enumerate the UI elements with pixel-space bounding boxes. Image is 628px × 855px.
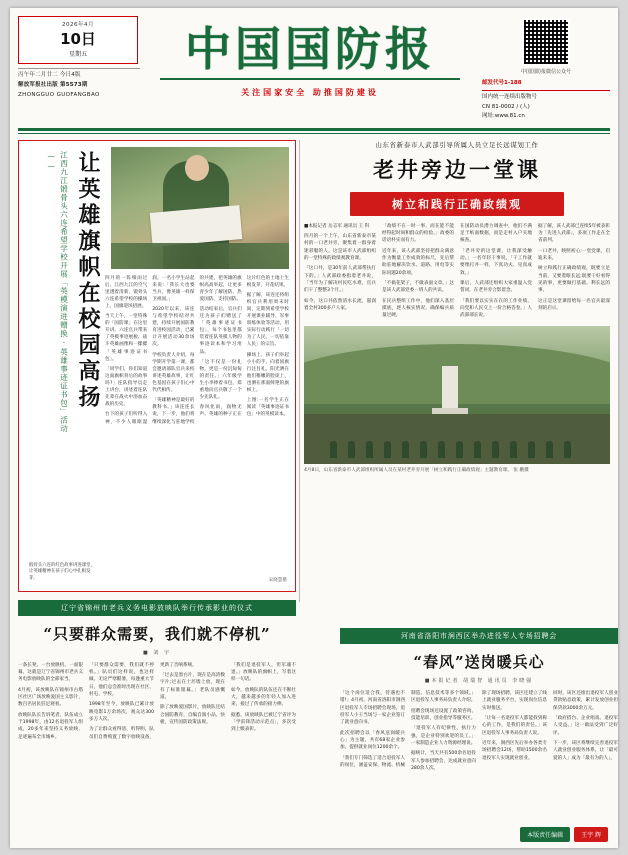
paragraph: 近年来，涧西区先后举办各类专场招聘会12场，帮助1500余名退役军人实现就业创业。 <box>482 741 547 761</box>
paragraph: 树立和践行正确政绩观，既要立足当前，又要着眼长远;既要干好看得见的事，更要做打基础、利长远的事。 <box>538 266 610 294</box>
paragraph: 「老井旁的这堂课，让我深受触动。」一名年轻干事说，「干工作就要像打井一样，下真功夫、见真成效。」 <box>460 248 532 276</box>
cn-serial-number: CN 81-0002 / (人) <box>482 103 530 110</box>
lead-story <box>18 140 296 592</box>
left-column <box>18 140 296 741</box>
paragraph: 在民兵整组工作中，他们深入基层摸底，逐人核实情况，确保编兵质量过硬。 <box>382 298 454 319</box>
lead-paragraph: 「这不仅是一份礼物，更是一份沉甸甸的责任。」六年级学生小李捧着书包，郑重地向官兵敬了一个少先队礼。 <box>199 359 242 401</box>
lead-photo <box>111 147 289 269</box>
paragraph: 「我们要以实实在在的工作业绩，向党和人民交上一份合格答卷。」人武部部长说。 <box>460 298 532 319</box>
paragraph: 四月的一个上午，山东省新泰市某村的一口老井旁，聚集着一群身着迷彩服的人。这是该市人武部组织的一堂特殊的政绩观教育课。 <box>304 233 376 261</box>
left-bottom-body <box>18 662 296 741</box>
bottom-right-title: “春风”送岗暖兵心 <box>413 653 545 671</box>
left-bottom-byline: ■ 刘 宇 <box>143 649 171 656</box>
lead-paragraph: 台下的孩子们听得入神，不少人眼眶湿润。一名小学生站起来说:「我长大也要当兵，像英雄一样保卫祖国。」 <box>105 275 195 425</box>
paragraph: 「政府搭台、企业唱戏、退役军人受益。」这一做法受到广泛好评。 <box>553 716 618 736</box>
paragraph: 放映队队长告诉笔者，队伍成立于1998年，由12名退役军人组成，20多年来坚持义务放映，足迹遍布全市城乡。 <box>18 712 83 740</box>
bottom-right-band: 河南省洛阳市涧西区举办进役军人专场招聘会 <box>340 628 618 644</box>
paragraph: 「过去是黑白片，现在是高清数字片;过去在土坯墙上放，现在有了标准银幕。」老队员感慨道。 <box>160 672 225 700</box>
paragraph: 据了解，该人武部已连续5年被表彰为「先进人武部」，多项工作走在全省前列。 <box>538 223 610 244</box>
masthead-publication-info <box>482 79 610 121</box>
right-top-body <box>304 223 610 320</box>
paragraph: 下一步，该区将继续完善退役军人就业创业服务体系，让「最可爱的人」成为「最有为的人」。 <box>553 741 618 761</box>
lead-photo-credit: 宋晓慧摄 <box>268 577 287 583</box>
title-underline <box>160 78 460 80</box>
cn-serial-label: 国内统一连续出版物号 <box>482 94 538 101</box>
lead-kicker: 江西九江锻骨头六连希望学校开展「英模演进赠换·英雄事迹证书包」活动—— <box>46 150 69 433</box>
paragraph: 如今，这口井依然清水长流，滋润着全村300多户人家。 <box>304 298 376 311</box>
lead-title: 让英雄旗帜在校园高扬 <box>75 150 101 411</box>
lead-paragraph: 操场上，孩子们举起小小的手，向着国旗行注目礼。阳光洒在他们稚嫩的脸庞上，也洒在那面鲜艳的旗帜上。 <box>246 352 289 394</box>
paragraph: 「让每一名退役军人都能找到称心的工作，是我们的责任。」该区退役军人事务局负责人说。 <box>482 716 547 736</box>
paragraph: 课后，人武部还组织大家重温入党誓词，在老井旁合影留念。 <box>460 280 532 294</box>
paragraph: 「我们专门筛选了适合退役军人的岗位，涵盖安保、物流、机械制造、信息技术等多个领域。」区退役军人事务局负责人介绍。 <box>340 691 476 769</box>
qr-caption: 中国国防报微信公众号 <box>520 69 571 75</box>
photo-book <box>150 205 243 247</box>
editor-label-button[interactable]: 本版责任编辑 <box>520 827 570 842</box>
masthead-line1: 丙午年二月廿二 今日4版 <box>18 72 81 78</box>
date-box <box>18 16 138 64</box>
date-top: 2026年4月 <box>62 22 94 29</box>
paragraph: 除了放映爱国影片，放映队还结合国防教育，自编自演小品、快板，宣传国防政策法规。 <box>160 705 225 725</box>
photo-person <box>510 441 517 458</box>
paragraph: 一条长凳、一台放映机、一面银幕，这就是辽宁省锦州市老兵义务电影放映队的全部家当。 <box>18 662 83 683</box>
paragraph: 「不搞花架子，不做表面文章。」这是该人武部党委一班人的共识。 <box>382 280 454 294</box>
left-bottom-title: “只要群众需要，我们就不停机” <box>43 624 271 643</box>
photo-person <box>384 441 391 458</box>
lead-paragraph: 上图:一名学生正在阅读「英雄事迹证书包」中的英模读本。 <box>246 398 289 418</box>
photo-person <box>564 441 571 458</box>
footer-bar <box>520 827 608 842</box>
qr-code-icon[interactable] <box>522 18 570 66</box>
lead-paragraph: 春风化雨，润物无声。英雄的种子正在这片红色的土地上生根发芽，开花结果。 <box>199 275 289 418</box>
right-top-red-band: 树立和践行正确政绩观 <box>350 192 564 216</box>
paragraph: 据统计，当天共有500余名退役军人参加招聘会，达成就业意向280余人次。 <box>411 751 476 772</box>
paragraph: 「我们是退役军人，但军魂不退。」放映队的旗帜上，写着这样一句话。 <box>231 662 296 683</box>
photo-person <box>474 441 481 458</box>
right-top-kicker: 山东省新泰市人武部引导所属人员立足长远谋划工作 <box>375 140 539 149</box>
masthead-line3: ZHONGGUO GUOFANGBAO <box>18 91 100 98</box>
lead-paragraph: 「英雄精神是最好的教科书。」该连连长说，下一步，他们将继续深化与驻地学校的共建，把英雄的旗帜高高举起，让更多青少年了解国防、热爱国防、支持国防。 <box>152 275 242 425</box>
photo-person <box>492 441 499 458</box>
photo-person <box>546 441 553 458</box>
lead-footnote: 锻骨头六连的红色故事讲进课堂，让英雄精神在孩子们心中扎根发芽。 <box>29 562 95 581</box>
right-top-title: 老井旁边一堂课 <box>373 156 541 182</box>
masthead-line2: 解放军报社出版 第5573期 <box>18 81 88 88</box>
date-day: 10日 <box>60 29 96 48</box>
paragraph: 据悉，该放映队已被辽宁省评为「学雷锋活动示范点」，多次受到上级表彰。 <box>231 712 296 733</box>
photo-monument <box>442 366 458 410</box>
masthead-subinfo <box>18 68 140 99</box>
paragraph: 「政绩不在一时一事，而在能不能经得起时间和群众的检验。」政委的话语朴实而有力。 <box>382 223 454 244</box>
lead-paragraph: 2020年以来，该连与希望学校结对共建，持续开展国防教育进校园活动，已累计开展活动30余场次。 <box>152 306 195 348</box>
paragraph: 「只要群众需要，我们就不停机。」队员们这样说，也这样做。无论严寒酷暑，每逢重大节日，他们总会准时出现在社区、村屯、学校。 <box>89 662 154 697</box>
photo-person <box>438 441 445 458</box>
paragraph: 为了让群众看得清、听得明，队员们自费购置了数字放映设备，更新了音响系统。 <box>89 662 197 740</box>
newspaper-title: 中国国防报 <box>185 22 435 76</box>
photo-person <box>348 441 355 458</box>
editor-name-button[interactable]: 王宇 辉 <box>574 827 608 842</box>
masthead-center <box>150 22 470 98</box>
photo-person <box>402 441 409 458</box>
right-top-photo-caption: 4月8日，山东省新泰市人武部组织所属人员在某村老井旁开展「树立和践行正确政绩观」主题教育课。 张 鹏摄 <box>304 467 529 473</box>
lead-paragraph: 活动结束后，官兵们还为孩子们赠送了「英雄事迹证书包」，每个书包里都装着连队英模人物的事迹读本和学习用品。 <box>199 306 242 355</box>
paragraph: 「退役军人有纪律性、执行力强，是企业特别欢迎的员工。」一家制造企业人力资源经理说。 <box>411 726 476 747</box>
newspaper-page <box>10 8 618 848</box>
lead-paragraph: 据了解，该连还将组织官兵利用周末时间，定期到希望学校开展课业辅导、军事训练体验等活动，用实际行动践行「一切为了人民、一切依靠人民」的宗旨。 <box>246 292 289 348</box>
paragraph: 如今，放映队的队伍还在不断壮大，越来越多的年轻人加入进来，接过了传承的接力棒。 <box>231 687 296 708</box>
website-url[interactable]: 网址:www.81.cn <box>482 113 525 120</box>
bottom-right-byline: ■本报记者 胡瑞智 通讯员 李晓强 <box>424 678 534 684</box>
date-week: 星期五 <box>68 50 87 58</box>
masthead <box>10 8 618 126</box>
photo-person <box>528 441 535 458</box>
masthead-right <box>482 18 610 121</box>
paragraph: 近年来，该人武部坚持把群众满意作为衡量工作成效的标尺，先后帮助驻地解决饮水、道路、用电等实际问题20余项。 <box>382 248 454 276</box>
paragraph: 4月初，该放映队在锦州市古塔区社区广场放映爱国主义影片，数百名居民驻足观看。 <box>18 687 83 708</box>
paragraph: 「这个岗位适合我，待遇也不错!」4月初，河南省洛阳市涧西区退役军人专场招聘会现场，退役军人小王当场与一家企业签订了就业意向书。 <box>340 691 405 726</box>
lead-paragraph: 四月的一阵细雨过后，江西九江的空气里透着清新，锻骨头六连希望学校的操场上，国旗迎风招展。 <box>105 275 148 309</box>
left-bottom-band: 辽宁省锦州市老兵义务电影放映队举行传承影业的仪式 <box>18 600 296 616</box>
right-top-photo <box>304 326 610 464</box>
paragraph: 在国防动员潜力调查中，他们不满足于纸面数据，而是走村入户实地核查。 <box>460 223 532 244</box>
lead-paragraph: 「同学们，你们知道这面旗帜背后的故事吗?」连队指导员走上讲台，讲述着连队先辈在战火中浴血奋战的历史。 <box>105 366 148 408</box>
bottom-right-article <box>340 628 618 772</box>
lead-paragraph: 学校负责人介绍，每学期开学第一课，都会邀请部队官兵来校讲述英雄故事，让红色基因在孩子们心中代代相传。 <box>152 352 195 394</box>
photo-figure-head <box>185 155 209 181</box>
lead-body-text <box>105 275 289 587</box>
photo-person <box>366 441 373 458</box>
divider <box>482 90 610 91</box>
lead-paragraph: 当天上午，一堂特殊的「国防课」在这里开讲。六连官兵带来了英模事迹展板、战斗英雄画像和一摞摞「英雄事迹证书包」。 <box>105 314 148 362</box>
paragraph: 这正是这堂课留给每一名官兵最深刻的启示。 <box>538 298 610 311</box>
paragraph: 此次招聘会以「春风送岗暖兵心」为主题，共有68家企业参加，提供就业岗位1200余个。 <box>340 730 405 751</box>
paragraph: 「这口井，是30年前人武部帮扶打下的。」人武部政委指着老井说，「当年为了解决村民吃水难，官兵们干了整整3个月。」 <box>304 266 376 294</box>
paragraph: 同时，该区还推出退役军人创业贷款贴息政策，累计发放创业担保贷款3000余万元。 <box>553 691 618 711</box>
bottom-right-body <box>340 690 618 772</box>
issue-code: 邮发代号1-188 <box>482 80 522 86</box>
paragraph: 除了现场招聘，该区还建立了线上就业服务平台，实现岗位信息实时推送。 <box>482 691 547 711</box>
photo-background-row <box>111 243 289 269</box>
masthead-left <box>18 16 140 99</box>
lead-headline-block <box>27 151 101 451</box>
right-column <box>304 140 610 475</box>
masthead-rule <box>18 128 610 131</box>
masthead-slogan: 关注国家安全 助推国防建设 <box>241 88 379 97</box>
photo-person <box>456 441 463 458</box>
masthead-rule-thin <box>18 133 610 134</box>
paragraph: 一口老井，映照初心;一堂党课，启迪未来。 <box>538 248 610 261</box>
byline: ■本报记者 岳志军 通讯员 王 科 <box>304 223 370 229</box>
paragraph: 招聘会现场还设置了政策咨询、技能培训、创业指导等服务区。 <box>411 708 476 722</box>
photo-person <box>420 441 427 458</box>
photo-person <box>330 441 337 458</box>
column-divider <box>299 140 300 602</box>
paragraph: 1998年至今，放映队已累计放映电影1万余场次，观众达300多万人次。 <box>89 702 154 722</box>
